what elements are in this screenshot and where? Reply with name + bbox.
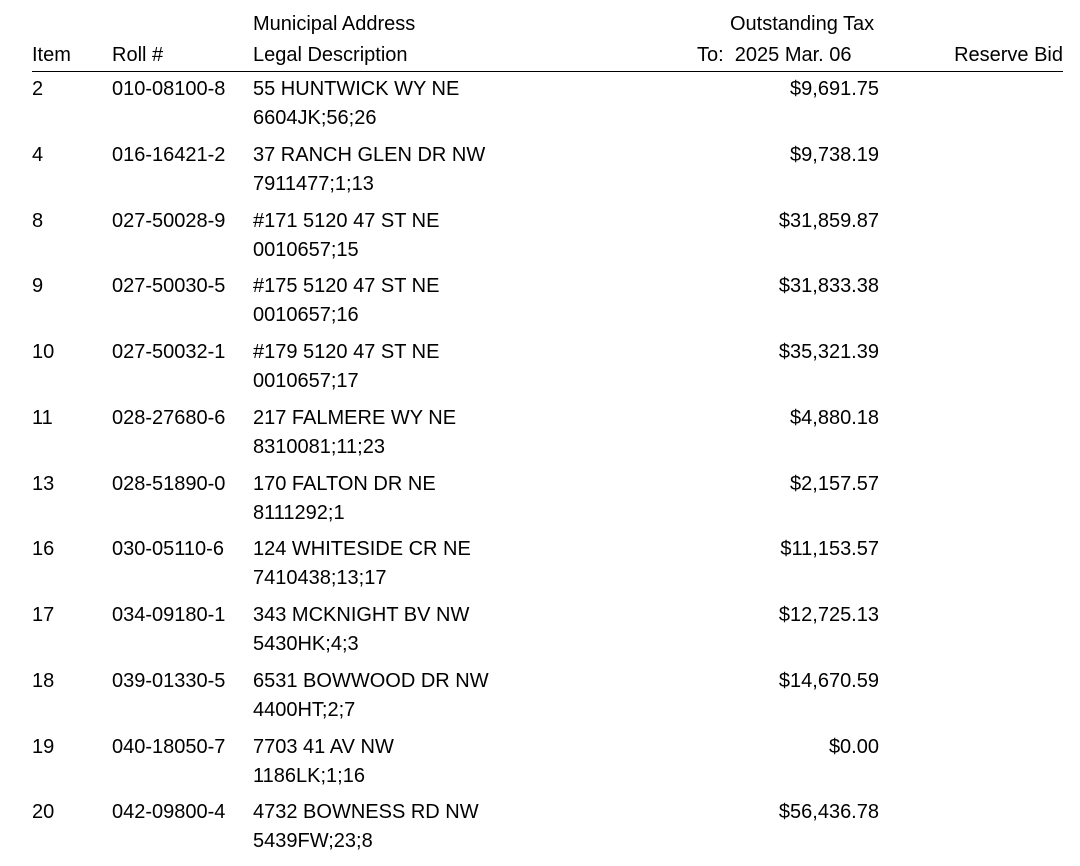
cell-legal-description: 4400HT;2;7	[253, 698, 356, 721]
cell-roll-number: 028-27680-6	[112, 406, 226, 429]
cell-municipal-address: #175 5120 47 ST NE	[253, 275, 440, 298]
table-row	[0, 274, 1080, 340]
table-row	[0, 209, 1080, 275]
table-row	[0, 143, 1080, 209]
cell-municipal-address: 343 MCKNIGHT BV NW	[253, 604, 470, 626]
cell-legal-description: 6604JK;56;26	[253, 107, 377, 129]
cell-item: 19	[32, 735, 55, 758]
cell-municipal-address: 7703 41 AV NW	[253, 735, 394, 758]
cell-outstanding-tax: $56,436.78	[778, 801, 879, 824]
header-roll: Roll #	[112, 44, 164, 66]
cell-item: 17	[32, 604, 55, 626]
cell-outstanding-tax: $31,833.38	[778, 275, 879, 298]
header-reserve-bid: Reserve Bid	[954, 44, 1063, 66]
cell-outstanding-tax: $35,321.39	[778, 341, 879, 363]
cell-roll-number: 030-05110-6	[112, 538, 224, 561]
cell-roll-number: 040-18050-7	[112, 735, 226, 758]
cell-item: 4	[32, 143, 44, 166]
cell-legal-description: 0010657;17	[253, 370, 359, 392]
cell-outstanding-tax: $4,880.18	[790, 406, 879, 429]
cell-outstanding-tax: $9,738.19	[790, 143, 879, 166]
cell-item: 8	[32, 209, 44, 232]
table-row	[0, 340, 1080, 406]
cell-outstanding-tax: $11,153.57	[780, 538, 879, 561]
header-legal-description: Legal Description	[253, 44, 408, 66]
cell-outstanding-tax: $14,670.59	[778, 669, 879, 692]
cell-municipal-address: #179 5120 47 ST NE	[253, 341, 440, 363]
cell-item: 10	[32, 341, 55, 363]
cell-legal-description: 1186LK;1;16	[253, 764, 365, 787]
header-tax-date: To: 2025 Mar. 06	[697, 44, 852, 66]
table-row	[0, 406, 1080, 472]
cell-legal-description: 0010657;16	[253, 304, 359, 327]
cell-item: 20	[32, 801, 55, 824]
table-row	[0, 77, 1080, 143]
cell-outstanding-tax: $9,691.75	[790, 78, 879, 100]
cell-legal-description: 8111292;1	[253, 501, 345, 524]
cell-outstanding-tax: $12,725.13	[778, 604, 879, 626]
cell-legal-description: 7410438;13;17	[253, 567, 387, 590]
cell-municipal-address: 55 HUNTWICK WY NE	[253, 78, 460, 100]
cell-roll-number: 016-16421-2	[112, 143, 226, 166]
cell-roll-number: 027-50032-1	[112, 341, 226, 363]
cell-outstanding-tax: $31,859.87	[778, 209, 879, 232]
header-item: Item	[32, 44, 71, 66]
table-body	[0, 77, 1080, 866]
cell-legal-description: 5430HK;4;3	[253, 633, 359, 655]
cell-municipal-address: 4732 BOWNESS RD NW	[253, 801, 479, 824]
cell-municipal-address: 124 WHITESIDE CR NE	[253, 538, 471, 561]
cell-roll-number: 027-50030-5	[112, 275, 226, 298]
table-row	[0, 537, 1080, 603]
cell-item: 13	[32, 472, 55, 495]
cell-item: 16	[32, 538, 55, 561]
cell-outstanding-tax: $0.00	[828, 735, 879, 758]
cell-roll-number: 027-50028-9	[112, 209, 226, 232]
cell-roll-number: 039-01330-5	[112, 669, 226, 692]
cell-item: 9	[32, 275, 44, 298]
header-outstanding-tax: Outstanding Tax	[730, 13, 875, 35]
cell-municipal-address: 37 RANCH GLEN DR NW	[253, 143, 486, 166]
cell-legal-description: 7911477;1;13	[253, 172, 374, 195]
cell-legal-description: 0010657;15	[253, 238, 359, 261]
cell-roll-number: 028-51890-0	[112, 472, 226, 495]
table-row	[0, 800, 1080, 866]
cell-outstanding-tax: $2,157.57	[790, 472, 879, 495]
table-row	[0, 735, 1080, 801]
cell-municipal-address: 6531 BOWWOOD DR NW	[253, 669, 489, 692]
cell-roll-number: 034-09180-1	[112, 604, 226, 626]
cell-municipal-address: 170 FALTON DR NE	[253, 472, 436, 495]
header-municipal-address: Municipal Address	[253, 13, 416, 35]
table-row	[0, 472, 1080, 538]
cell-item: 11	[32, 406, 53, 429]
cell-roll-number: 010-08100-8	[112, 78, 226, 100]
header-divider	[32, 71, 1063, 72]
cell-roll-number: 042-09800-4	[112, 801, 226, 824]
cell-item: 18	[32, 669, 55, 692]
cell-municipal-address: #171 5120 47 ST NE	[253, 209, 440, 232]
table-row	[0, 669, 1080, 735]
cell-legal-description: 5439FW;23;8	[253, 830, 373, 853]
cell-item: 2	[32, 78, 44, 100]
cell-municipal-address: 217 FALMERE WY NE	[253, 406, 457, 429]
table-row	[0, 603, 1080, 669]
cell-legal-description: 8310081;11;23	[253, 435, 385, 458]
